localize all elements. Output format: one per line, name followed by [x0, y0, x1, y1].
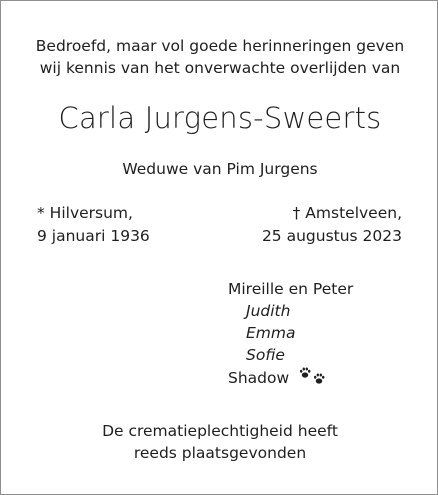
survivor-pet-row — [228, 366, 353, 392]
survivors-list — [228, 278, 353, 392]
birth-place: * Hilversum, — [37, 204, 133, 222]
widow-line: Weduwe van Pim Jurgens — [122, 160, 318, 178]
survivor-child: Sofie — [246, 346, 285, 364]
survivor-pet: Shadow — [228, 369, 290, 387]
survivor-child: Judith — [246, 302, 291, 320]
survivor-parents: Mireille en Peter — [228, 280, 354, 298]
survivor-child: Emma — [246, 324, 296, 342]
birth-block — [37, 202, 150, 248]
closing-line-2: reeds plaatsgevonden — [133, 444, 307, 462]
deceased-name: Carla Jurgens-Sweerts — [58, 101, 382, 135]
paw-prints-icon — [298, 366, 328, 392]
intro-line-1: Bedroefd, maar vol goede herinneringen geven — [35, 37, 405, 55]
closing-line-1: De crematieplechtigheid heeft — [102, 422, 338, 440]
death-date: 25 augustus 2023 — [261, 227, 402, 245]
death-block — [262, 202, 402, 248]
birth-date: 9 januari 1936 — [37, 227, 150, 245]
intro-line-2: wij kennis van het onverwachte overlijden van — [39, 59, 401, 77]
death-place: † Amstelveen, — [292, 204, 402, 222]
